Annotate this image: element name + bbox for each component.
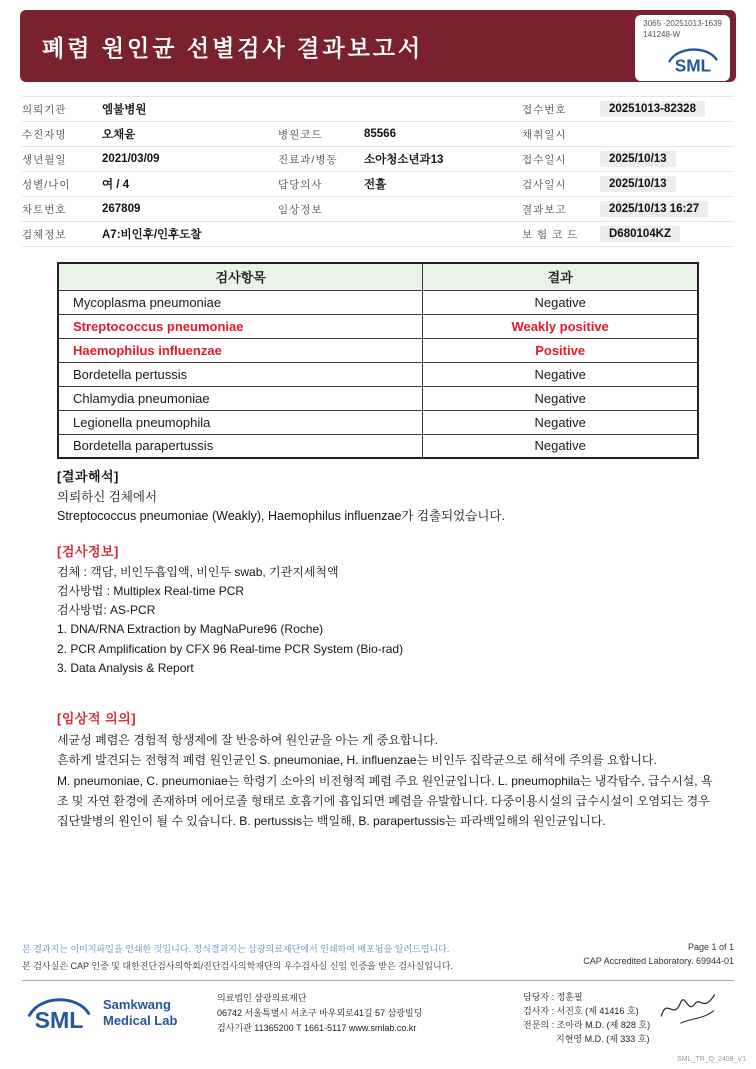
results-table — [57, 262, 699, 459]
field-value: 2025/10/13 — [600, 151, 676, 167]
footer-logo-block — [22, 991, 217, 1034]
org-address: 06742 서울특별시 서초구 바우뫼로41길 57 삼광빌딩 — [217, 1007, 423, 1018]
result-row — [58, 338, 698, 362]
field-value: 소아청소년과13 — [364, 154, 444, 166]
patient-info-row — [22, 172, 734, 197]
results-header-result: 결과 — [423, 263, 698, 290]
form-code: SML_TR_Q_2408_V1 — [677, 1056, 746, 1063]
field-value: A7:비인후/인후도찰 — [102, 229, 202, 241]
staff-info — [523, 991, 650, 1047]
lab-name-line1: Samkwang — [103, 996, 171, 1012]
sml-logo-icon — [22, 991, 96, 1034]
field-label: 접수번호 — [522, 103, 567, 116]
interpretation-line: 의뢰하신 검체에서 — [57, 490, 158, 504]
footer-notice-block — [22, 942, 453, 972]
result-row — [58, 362, 698, 386]
header-corner — [635, 15, 730, 81]
field-value: 85566 — [364, 128, 396, 140]
report-body — [57, 466, 714, 832]
result-row — [58, 314, 698, 338]
organism-result: Weakly positive — [423, 314, 698, 338]
org-contact: 검사기관 11365200 T 1661-5117 www.smlab.co.kr — [217, 1022, 417, 1033]
field-value: D680104KZ — [600, 226, 680, 242]
organization-info — [217, 991, 485, 1036]
field-value: 엠불병원 — [102, 104, 147, 116]
field-label: 생년월일 — [22, 153, 67, 166]
signature — [656, 989, 718, 1029]
interpretation-line: Streptococcus pneumoniae (Weakly), Haemophilus influenzae가 검출되었습니다. — [57, 509, 505, 524]
organism-name: Bordetella pertussis — [58, 362, 423, 386]
patient-info — [22, 96, 734, 247]
report-header — [20, 10, 736, 82]
section-interpretation — [57, 466, 714, 527]
clinical-paragraph: M. pneumoniae, C. pneumoniae는 학령기 소아의 비전형적 폐렴 주요 원인균입니다. L. pneumophila는 냉각탑수, 급수시설, 욕조 및 자연 환경에 존재하며 에어로졸 형태로 호흡기에 흡입되면 폐렴을 유발합니다. 다중이용시설의 급수시설이 오염되는 경우 집단발병의 원인이 될 수 있습니다. B. pertussis는 백일해, B. parapertussis는 파라백일해의 원인균입니다. — [57, 773, 713, 829]
patient-info-row — [22, 97, 734, 122]
organism-result: Negative — [423, 290, 698, 314]
svg-text:SML: SML — [674, 54, 712, 75]
results-header-item: 검사항목 — [58, 263, 423, 290]
patient-info-row — [22, 122, 734, 147]
clinical-line: 흔하게 발견되는 전형적 폐렴 원인균인 S. pneumoniae, H. influenzae는 비인두 집락균으로 해석에 주의를 요합니다. — [57, 753, 657, 768]
document-number-line2: 141248-W — [643, 29, 681, 39]
image-print-notice: 본 결과지는 이미지파일을 인쇄한 것입니다. 정식결과지는 삼광의료재단에서 인쇄하여 배포됨을 알려드립니다. — [22, 944, 450, 954]
section-heading: [임상적 의의] — [57, 710, 137, 726]
lab-name — [103, 997, 177, 1028]
field-value: 2025/10/13 — [600, 176, 676, 192]
result-row — [58, 290, 698, 314]
field-value: 267809 — [102, 203, 141, 215]
result-row — [58, 410, 698, 434]
field-label: 담당의사 — [278, 178, 323, 191]
organism-name: Legionella pneumophila — [58, 410, 423, 434]
field-value: 2021/03/09 — [102, 153, 160, 165]
staff-tester: 검사자 : 서진호 (제 41416 호) — [523, 1005, 639, 1016]
field-value: 전흘 — [364, 179, 387, 191]
organism-result: Negative — [423, 362, 698, 386]
field-label: 접수일시 — [522, 153, 567, 166]
lab-name-line2: Medical Lab — [103, 1012, 178, 1028]
test-info-line: 검체 : 객담, 비인두흡입액, 비인두 swab, 기관지세척액 — [57, 564, 339, 579]
section-heading: [검사정보] — [57, 543, 119, 559]
document-number-line1: 3065 -20251013-1639 — [643, 19, 722, 28]
organism-name: Streptococcus pneumoniae — [58, 314, 423, 338]
org-name: 의료법인 삼광의료재단 — [217, 993, 307, 1003]
page-number: Page 1 of 1 — [687, 942, 734, 952]
result-row — [58, 434, 698, 458]
field-label: 진료과/병동 — [278, 153, 338, 166]
field-label: 차트번호 — [22, 203, 67, 216]
field-label: 검사일시 — [522, 178, 567, 191]
field-value: 2025/10/13 16:27 — [600, 201, 708, 217]
field-label: 결과보고 — [522, 203, 567, 216]
organism-result: Negative — [423, 386, 698, 410]
section-test-info — [57, 541, 714, 678]
organism-name: Bordetella parapertussis — [58, 434, 423, 458]
field-value: 여 / 4 — [102, 179, 130, 191]
field-label: 병원코드 — [278, 128, 323, 141]
test-info-line: 검사방법: AS-PCR — [57, 603, 156, 618]
field-label: 수진자명 — [22, 128, 67, 141]
cap-accredited-label: CAP Accredited Laboratory. 69944-01 — [583, 956, 734, 966]
patient-info-row — [22, 147, 734, 172]
cap-certification-notice: 본 검사실은 CAP 인증 및 대한진단검사의학회/진단검사의학재단의 우수검사실 신임 인증을 받은 검사실입니다. — [22, 961, 453, 971]
section-clinical-significance — [57, 708, 714, 832]
organism-name: Haemophilus influenzae — [58, 338, 423, 362]
report-footer — [22, 942, 734, 1047]
test-info-line: 1. DNA/RNA Extraction by MagNaPure96 (Roche) — [57, 622, 324, 637]
field-label: 의뢰기관 — [22, 103, 67, 116]
sml-logo-icon — [664, 43, 722, 76]
field-value: 20251013-82328 — [600, 101, 705, 117]
result-row — [58, 386, 698, 410]
test-info-line: 검사방법 : Multiplex Real-time PCR — [57, 583, 245, 598]
test-info-line: 2. PCR Amplification by CFX 96 Real-time PCR System (Bio-rad) — [57, 641, 404, 656]
organism-result: Negative — [423, 410, 698, 434]
results-header-row — [58, 263, 698, 290]
field-label: 채취일시 — [522, 128, 567, 141]
field-label: 검체정보 — [22, 228, 67, 241]
clinical-line: 세균성 폐렴은 경험적 항생제에 잘 반응하여 원인균을 아는 게 중요합니다. — [57, 732, 439, 747]
field-label: 보 험 코 드 — [522, 228, 579, 241]
staff-doctor: 전문의 : 조아라 M.D. (제 828 호) — [523, 1019, 651, 1030]
patient-info-row — [22, 222, 734, 247]
patient-info-row — [22, 197, 734, 222]
field-label: 임상정보 — [278, 203, 323, 216]
staff-doctor: 지현영 M.D. (제 333 호) — [556, 1033, 650, 1044]
section-heading: [결과해석] — [57, 469, 119, 484]
footer-notices — [22, 942, 734, 972]
organism-result: Positive — [423, 338, 698, 362]
svg-text:SML: SML — [34, 1007, 84, 1034]
organism-result: Negative — [423, 434, 698, 458]
field-label: 성별/나이 — [22, 178, 71, 191]
organism-name: Mycoplasma pneumoniae — [58, 290, 423, 314]
footer-divider — [22, 980, 734, 981]
footer-main — [22, 991, 734, 1047]
document-numbers — [643, 19, 722, 41]
staff-manager: 담당자 : 정훈필 — [523, 992, 583, 1002]
field-value: 오채윤 — [102, 129, 136, 141]
test-info-line: 3. Data Analysis & Report — [57, 660, 194, 675]
page-title: 폐렴 원인균 선별검사 결과보고서 — [42, 34, 424, 61]
footer-page-block — [583, 942, 734, 966]
organism-name: Chlamydia pneumoniae — [58, 386, 423, 410]
